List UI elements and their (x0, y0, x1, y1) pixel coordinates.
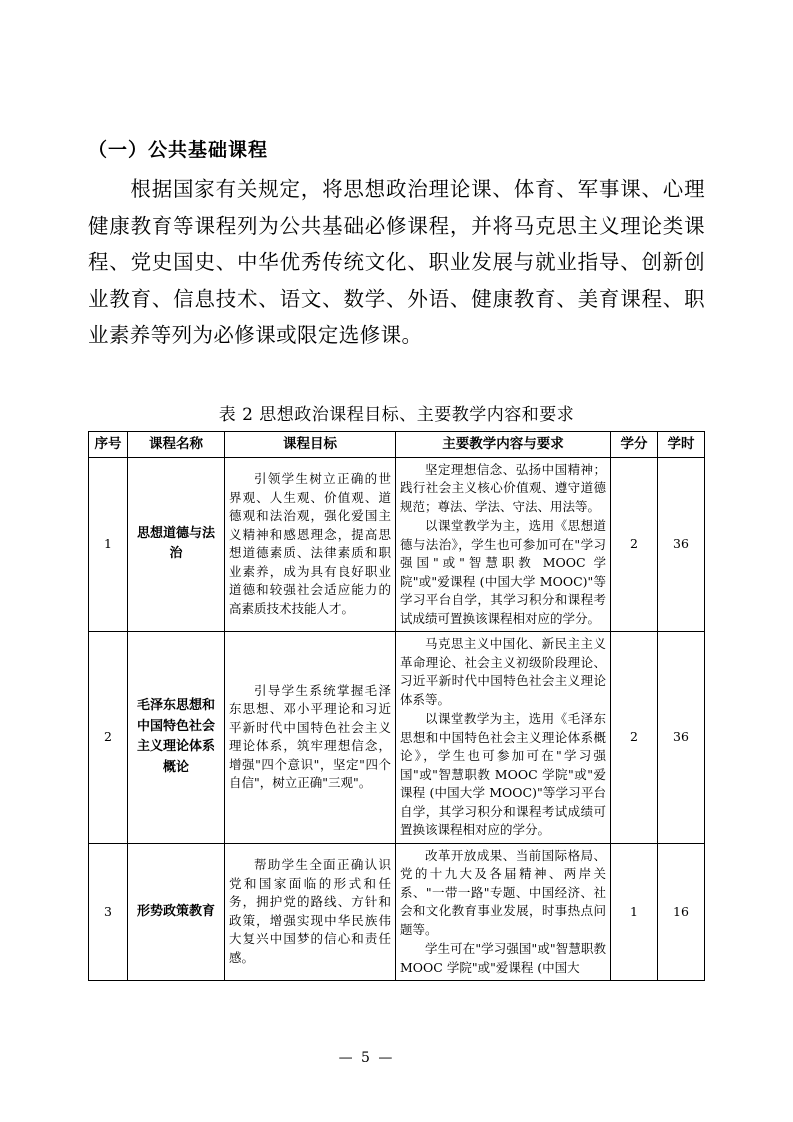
cell-index: 2 (89, 632, 128, 844)
cell-hours: 36 (658, 457, 705, 632)
table-title: 表 2 思想政治课程目标、主要教学内容和要求 (218, 404, 575, 425)
cell-content (396, 632, 611, 844)
cell-hours: 16 (658, 843, 705, 981)
cell-content-para-2: 以课堂教学为主，选用《思想道德与法治》，学生也可参加可在"学习强国"或"智慧职教 MOOC 学院"或"爱课程 (中国大学 MOOC)"等学习平台自学，其学习积分和课程考试成绩可置换该课程相对应的学分。 (400, 518, 606, 626)
cell-course-goal (225, 457, 396, 632)
cell-content-para-2: 学生可在"学习强国"或"智慧职教 MOOC 学院"或"爱课程 (中国大 (400, 941, 606, 975)
cell-course-name: 思想道德与法治 (128, 457, 225, 632)
cell-goal-text: 引领学生树立正确的世界观、人生观、价值观、道德观和法治观，强化爱国主义精神和感恩理念，提高思想道德素质、法律素质和职业素养，成为具有良好职业道德和较强社会适应能力的高素质技术技能人才。 (229, 471, 391, 616)
table-row (89, 632, 705, 844)
header-content-requirements: 主要教学内容与要求 (396, 431, 611, 457)
cell-index: 3 (89, 843, 128, 981)
cell-content-para-1: 坚定理想信念、弘扬中国精神；践行社会主义核心价值观、遵守道德规范；尊法、学法、守法、用法等。 (400, 461, 606, 514)
cell-content (396, 457, 611, 632)
cell-content (396, 843, 611, 981)
cell-content-para-2: 以课堂教学为主，选用《毛泽东思想和中国特色社会主义理论体系概论》，学生也可参加可在"学习强国"或"智慧职教 MOOC 学院"或"爱课程 (中国大学 MOOC)"等学习平台自学，其学习积分和课程考试成绩可置换该课程相对应的学分。 (400, 711, 606, 838)
header-hours: 学时 (658, 431, 705, 457)
cell-course-name: 形势政策教育 (128, 843, 225, 981)
body-paragraph (88, 171, 705, 353)
table-row (89, 843, 705, 981)
cell-content-para-1: 马克思主义中国化、新民主主义革命理论、社会主义初级阶段理论、习近平新时代中国特色社会主义理论体系等。 (400, 636, 606, 707)
cell-credit: 1 (611, 843, 658, 981)
cell-index: 1 (89, 457, 128, 632)
course-table (88, 431, 705, 981)
paragraph-text: 根据国家有关规定，将思想政治理论课、体育、军事课、心理健康教育等课程列为公共基础必修课程，并将马克思主义理论类课程、党史国史、中华优秀传统文化、职业发展与就业指导、创新创业教育、信息技术、语文、数学、外语、健康教育、美育课程、职业素养等列为必修课或限定选修课。 (88, 177, 705, 348)
header-index: 序号 (89, 431, 128, 457)
cell-credit: 2 (611, 632, 658, 844)
header-course-name: 课程名称 (128, 431, 225, 457)
table-head (89, 431, 705, 457)
section-heading: （一）公共基础课程 (88, 139, 269, 161)
table-row (89, 457, 705, 632)
cell-content-para-1: 改革开放成果、当前国际格局、党的十九大及各届精神、两岸关系、"一带一路"专题、中国经济、社会和文化教育事业发展，时事热点问题等。 (400, 847, 606, 937)
header-credit: 学分 (611, 431, 658, 457)
cell-course-name: 毛泽东思想和中国特色社会主义理论体系概论 (128, 632, 225, 844)
cell-goal-text: 帮助学生全面正确认识党和国家面临的形式和任务，拥护党的路线、方针和政策，增强实现中华民族伟大复兴中国梦的信心和责任感。 (229, 857, 391, 965)
cell-course-goal (225, 632, 396, 844)
header-course-goal: 课程目标 (225, 431, 396, 457)
cell-goal-text: 引导学生系统掌握毛泽东思想、邓小平理论和习近平新时代中国特色社会主义理论体系，筑牢理想信念，增强"四个意识"，坚定"四个自信"，树立正确"三观"。 (229, 682, 391, 791)
page-number: — 5 — (338, 1050, 395, 1066)
cell-credit: 2 (611, 457, 658, 632)
cell-hours: 36 (658, 632, 705, 844)
table-header-row (89, 431, 705, 457)
table-body (89, 457, 705, 981)
cell-course-goal (225, 843, 396, 981)
